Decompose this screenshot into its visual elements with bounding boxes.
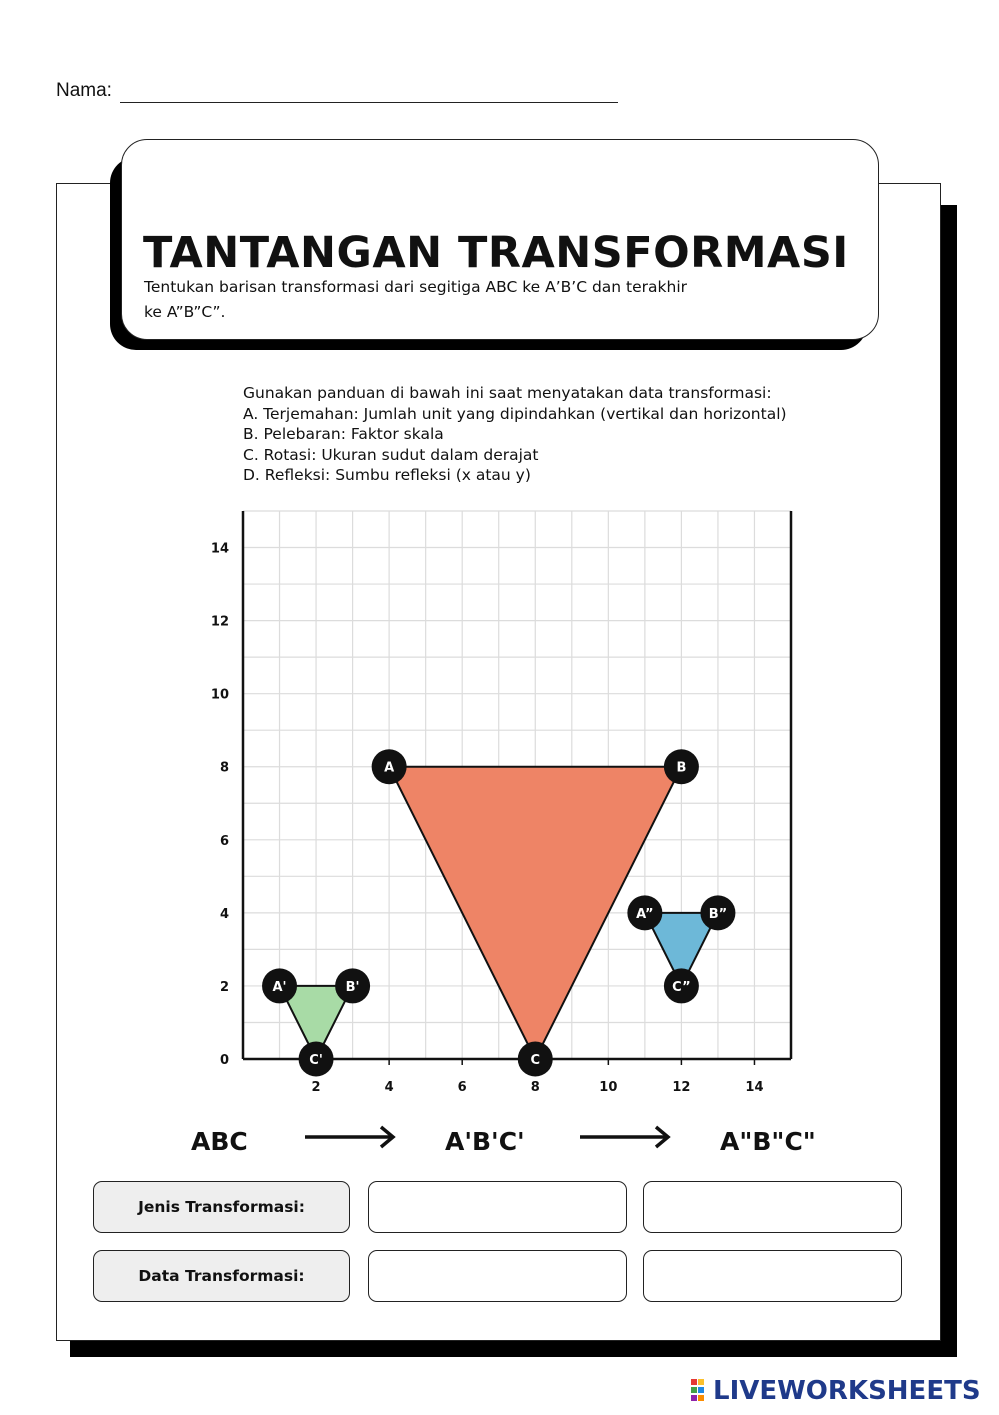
guide-item: C. Rotasi: Ukuran sudut dalam derajat [243,445,539,464]
y-tick-label: 0 [219,1053,229,1068]
y-tick-label: 14 [210,541,229,557]
vertex-label: B [676,760,687,776]
answer-input-data-2[interactable] [643,1250,902,1302]
right-arrow-icon [303,1125,398,1149]
liveworksheets-logo [691,1376,981,1406]
page-title: TANTANGAN TRANSFORMASI [143,228,849,278]
guide-intro: Gunakan panduan di bawah ini saat menyatakan data transformasi: [243,384,772,402]
answer-input-data-1[interactable] [368,1250,627,1302]
liveworksheets-logo-icon [691,1378,713,1404]
y-tick-label: 2 [219,979,229,995]
liveworksheets-logo-text: LIVEWORKSHEETS [713,1376,981,1406]
vertex-label: B” [708,906,728,922]
sequence-abc: ABC [191,1127,248,1156]
y-tick-label: 4 [219,906,229,922]
sequence-a-prime: A'B'C' [445,1127,525,1156]
guide-item: D. Refleksi: Sumbu refleksi (x atau y) [243,466,531,484]
right-arrow-icon [578,1125,673,1149]
vertex-label: C” [672,979,691,995]
answer-input-jenis-1[interactable] [368,1181,627,1233]
x-tick-label: 4 [384,1080,394,1095]
vertex-label: A” [636,906,654,922]
sequence-a-double-prime: A"B"C" [720,1127,816,1156]
x-tick-label: 8 [530,1080,540,1095]
x-tick-label: 6 [457,1080,467,1095]
page-subtitle: Tentukan barisan transformasi dari segitiga ABC ke A’B’C dan terakhir ke A”B”C”. [144,278,688,321]
x-tick-label: 14 [745,1080,764,1095]
x-tick-label: 12 [672,1080,691,1095]
vertex-label: A [384,760,395,776]
y-tick-label: 8 [219,760,229,776]
row-label-jenis: Jenis Transformasi: [93,1181,350,1233]
y-tick-label: 6 [219,833,229,849]
vertex-label: A' [272,979,287,995]
vertex-label: C' [309,1053,323,1068]
y-tick-label: 12 [210,614,229,630]
vertex-label: B' [345,979,360,995]
name-label: Nama: [56,80,112,101]
y-tick-label: 10 [210,687,229,703]
answer-input-jenis-2[interactable] [643,1181,902,1233]
vertex-label: C [530,1053,541,1068]
x-tick-label: 2 [311,1080,321,1095]
guide-item: B. Pelebaran: Faktor skala [243,425,444,443]
row-label-data: Data Transformasi: [93,1250,350,1302]
guide-item: A. Terjemahan: Jumlah unit yang dipindahkan (vertikal dan horizontal) [243,404,787,423]
x-tick-label: 10 [599,1080,618,1095]
